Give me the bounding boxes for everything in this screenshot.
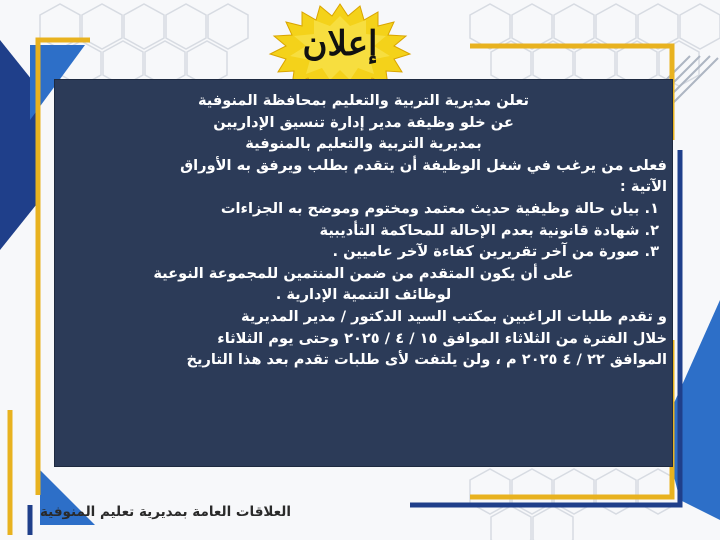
notice-line-10: لوظائف التنمية الإدارية . (275, 286, 452, 304)
notice-line-13: الموافق ٢٢ / ٤ ٢٠٢٥ م ، ولن يلتفت لأى طلبات تقدم بعد هذا التاريخ (186, 351, 667, 369)
notice-line-11: و تقدم طلبات الراغبين بمكتب السيد الدكتور / مدير المديرية (240, 307, 667, 325)
notice-line-2: عن خلو وظيفة مدير إدارة تنسيق الإداريين (213, 113, 514, 131)
requirement-item-2: ٢. شهادة قانونية بعدم الإحالة للمحاكمة التأديبية (319, 221, 659, 239)
notice-line-5: الآتية : (619, 178, 667, 196)
notice-line-9: على أن يكون المتقدم من ضمن المنتمين للمجموعة النوعية (153, 264, 574, 282)
announcement-text (60, 90, 667, 371)
requirement-item-1: ١. بيان حالة وظيفية حديث معتمد ومختوم وموضح به الجزاءات (220, 199, 659, 217)
notice-line-1: تعلن مديرية التربية والتعليم بمحافظة المنوفية (197, 92, 530, 109)
footer-text: العلاقات العامة بمديرية تعليم المنوفية (40, 504, 291, 520)
notice-line-4: فعلى من يرغب في شغل الوظيفة أن يتقدم بطلب ويرفق به الأوراق (180, 156, 667, 174)
footer-signature (40, 504, 390, 520)
announcement-badge (262, 2, 418, 92)
notice-line-12: خلال الفترة من الثلاثاء الموافق ١٥ / ٤ / ٢٠٢٥ وحتى يوم الثلاثاء (217, 329, 667, 347)
notice-line-3: بمديرية التربية والتعليم بالمنوفية (245, 135, 482, 153)
badge-title: إعلان (302, 24, 378, 64)
requirement-item-3: ٣. صورة من آخر تقريرين كفاءة لآخر عاميين . (332, 243, 659, 261)
